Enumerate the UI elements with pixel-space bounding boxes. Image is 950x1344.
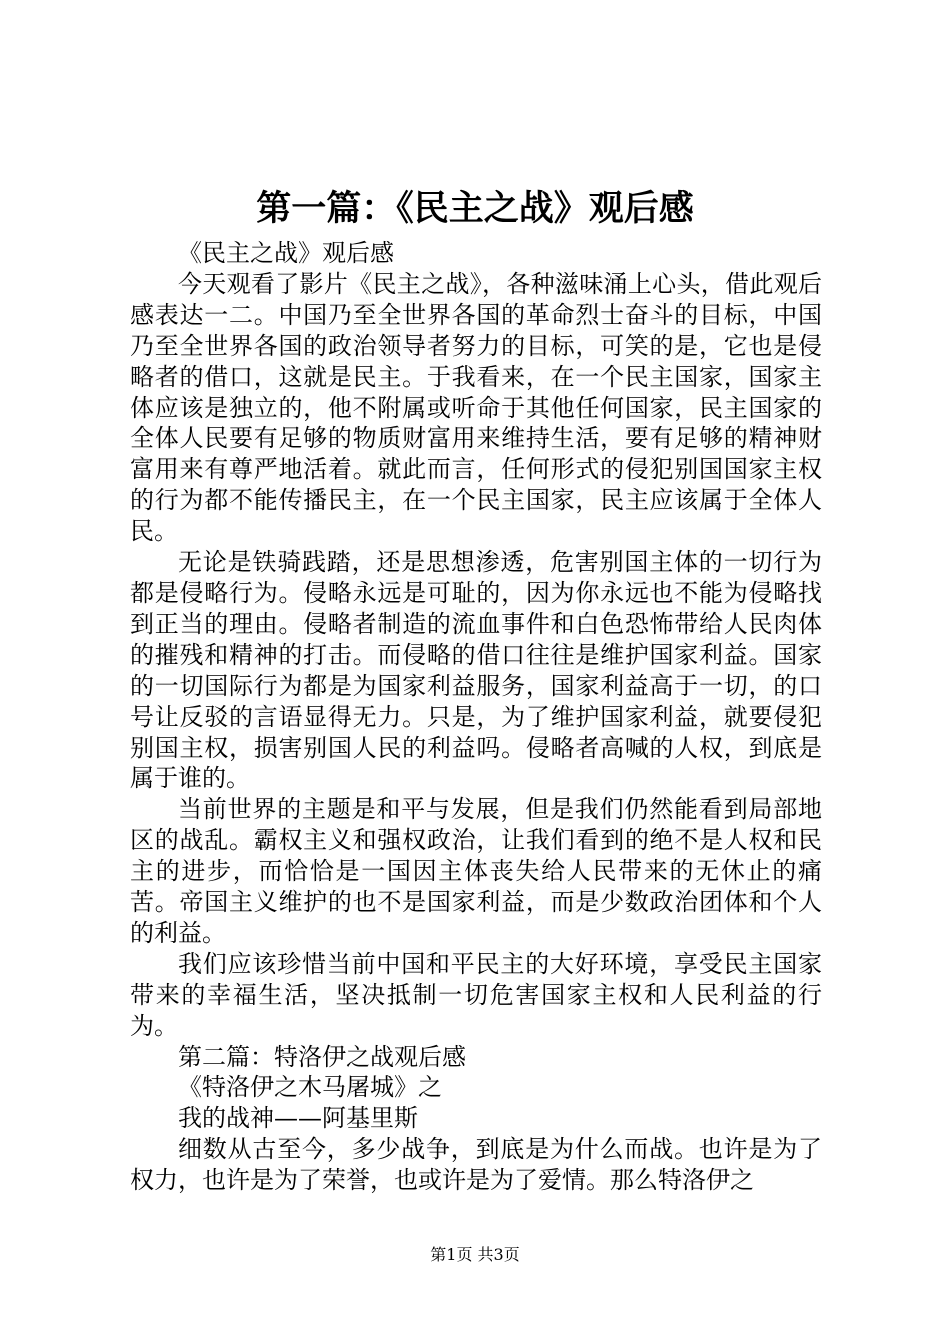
section-subheading: 我的战神——阿基里斯 bbox=[178, 1104, 418, 1133]
document-body bbox=[130, 238, 822, 1196]
document-title: 第一篇：《民主之战》观后感 bbox=[256, 188, 694, 229]
section-subheading: 《特洛伊之木马屠城》之 bbox=[178, 1073, 442, 1102]
paragraph: 无论是铁骑践踏，还是思想渗透，危害别国主体的一切行为都是侵略行为。侵略永远是可耻的，因为你永远也不能为侵略找到正当的理由。侵略者制造的流血事件和白色恐怖带给人民肉体的摧残和精神的打击。而侵略的借口往往是维护国家利益。国家的一切国际行为都是为国家利益服务，国家利益高于一切，的口号让反驳的言语显得无力。只是，为了维护国家利益，就要侵犯别国主权，损害别国人民的利益吗。侵略者高喊的人权，到底是属于谁的。 bbox=[130, 548, 822, 793]
paragraph: 我们应该珍惜当前中国和平民主的大好环境，享受民主国家带来的幸福生活，坚决抵制一切危害国家主权和人民利益的行为。 bbox=[130, 949, 822, 1040]
paragraph-subtitle: 《民主之战》观后感 bbox=[178, 239, 394, 267]
page-number-footer: 第1页 共3页 bbox=[430, 1245, 520, 1264]
paragraph: 细数从古至今，多少战争，到底是为什么而战。也许是为了权力，也许是为了荣誉，也或许是为了爱情。那么特洛伊之 bbox=[130, 1135, 822, 1195]
section-heading: 第二篇：特洛伊之战观后感 bbox=[178, 1042, 466, 1071]
paragraph: 当前世界的主题是和平与发展，但是我们仍然能看到局部地区的战乱。霸权主义和强权政治，让我们看到的绝不是人权和民主的进步，而恰恰是一国因主体丧失给人民带来的无休止的痛苦。帝国主义维护的也不是国家利益，而是少数政治团体和个人的利益。 bbox=[130, 795, 822, 947]
paragraph: 今天观看了影片《民主之战》，各种滋味涌上心头，借此观后感表达一二。中国乃至全世界各国的革命烈士奋斗的目标，中国乃至全世界各国的政治领导者努力的目标，可笑的是，它也是侵略者的借口，这就是民主。于我看来，在一个民主国家，国家主体应该是独立的，他不附属或听命于其他任何国家，民主国家的全体人民要有足够的物质财富用来维持生活，要有足够的精神财富用来有尊严地活着。就此而言，任何形式的侵犯别国国家主权的行为都不能传播民主，在一个民主国家，民主应该属于全体人民。 bbox=[130, 269, 822, 546]
